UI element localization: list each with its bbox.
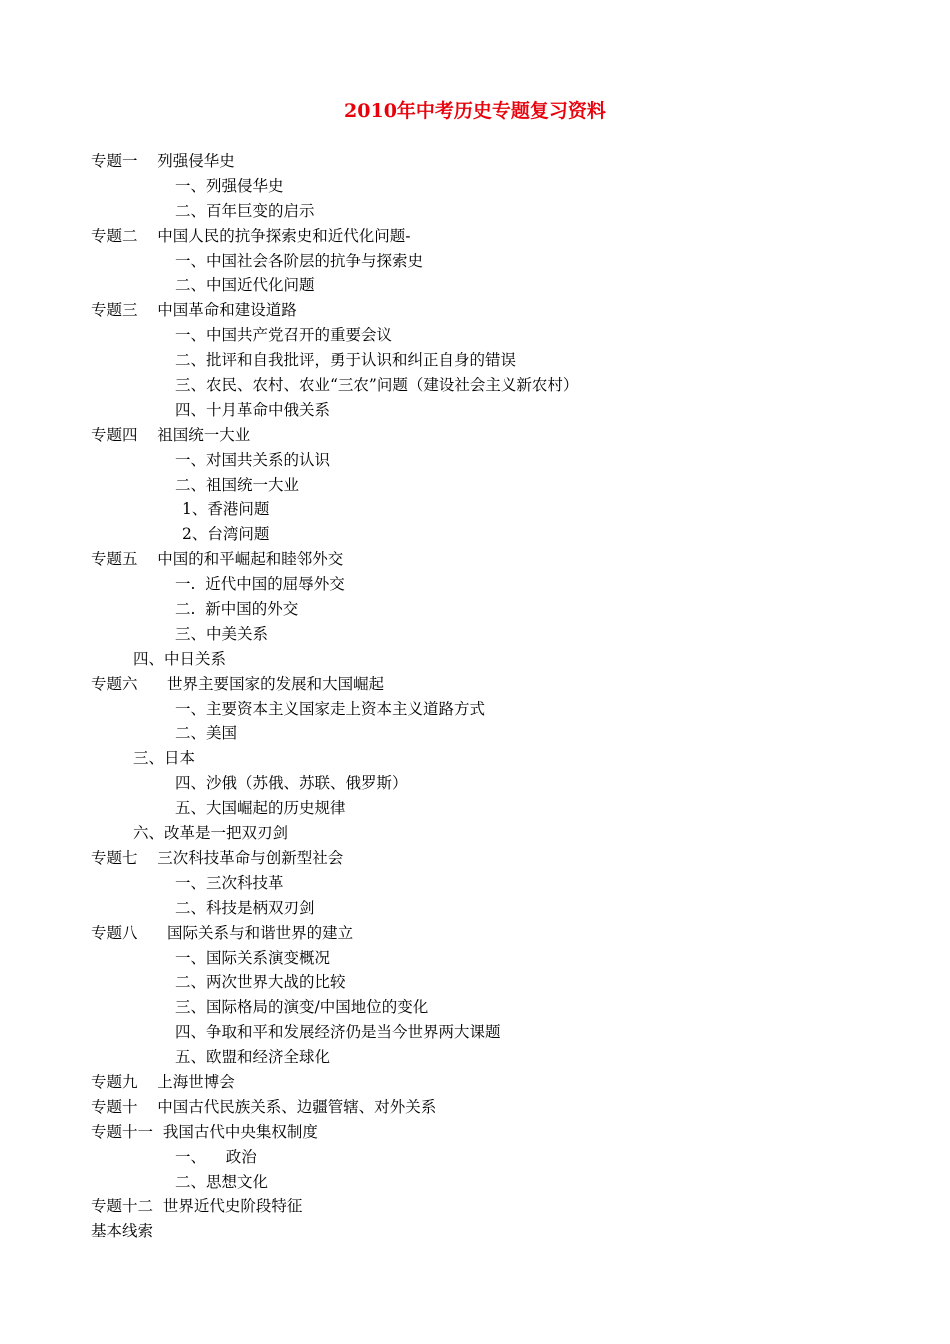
outline-list	[91, 149, 891, 1244]
subtopic-item: 五、大国崛起的历史规律	[175, 799, 346, 818]
subtopic-item: 1、香港问题	[182, 500, 270, 519]
subtopic-item: 四、沙俄（苏俄、苏联、俄罗斯）	[175, 774, 408, 793]
subtopic-item: 一、三次科技革	[175, 873, 284, 892]
topic-heading: 专题四 祖国统一大业	[91, 425, 251, 444]
topic-heading: 专题二 中国人民的抗争探索史和近代化问题-	[91, 226, 411, 245]
topic-heading: 专题三 中国革命和建设道路	[91, 301, 297, 320]
topic-heading: 专题八 国际关系与和谐世界的建立	[91, 923, 354, 942]
topic-heading: 专题五 中国的和平崛起和睦邻外交	[91, 550, 344, 569]
subtopic-item: 六、改革是一把双刃剑	[133, 824, 289, 843]
topic-heading: 专题一 列强侵华史	[91, 152, 235, 170]
subtopic-item: 二、百年巨变的启示	[175, 201, 315, 220]
subtopic-item: 2、台湾问题	[182, 525, 270, 544]
subtopic-item: 三、国际格局的演变/中国地位的变化	[175, 998, 429, 1017]
subtopic-item: 二、祖国统一大业	[175, 475, 300, 494]
subtopic-item: 二、美国	[175, 724, 238, 743]
topic-heading: 专题六 世界主要国家的发展和大国崛起	[91, 674, 385, 693]
subtopic-item: 三、农民、农村、农业“三农”问题（建设社会主义新农村）	[175, 376, 579, 395]
subtopic-item: 三、中美关系	[175, 624, 269, 643]
subtopic-item: 二、科技是柄双刃剑	[175, 898, 315, 917]
subtopic-item: 一、主要资本主义国家走上资本主义道路方式	[175, 699, 486, 718]
topic-heading: 专题九 上海世博会	[91, 1072, 235, 1091]
subtopic-item: 三、日本	[133, 749, 196, 768]
subtopic-item: 一、 政治	[175, 1147, 257, 1166]
subtopic-item: 一、中国社会各阶层的抗争与探索史	[175, 251, 424, 270]
subtopic-item: 二、思想文化	[175, 1172, 269, 1191]
subtopic-item: 四、十月革命中俄关系	[175, 400, 331, 419]
topic-heading: 专题十二 世界近代史阶段特征	[91, 1197, 303, 1216]
topic-heading: 基本线索	[91, 1222, 154, 1241]
subtopic-item: 一. 近代中国的屈辱外交	[175, 575, 345, 594]
subtopic-item: 二. 新中国的外交	[175, 600, 299, 619]
subtopic-item: 一、中国共产党召开的重要会议	[175, 326, 393, 345]
topic-heading: 专题十一 我国古代中央集权制度	[91, 1122, 318, 1141]
subtopic-item: 一、对国共关系的认识	[175, 450, 331, 469]
subtopic-item: 一、列强侵华史	[175, 176, 284, 195]
subtopic-item: 二、批评和自我批评，勇于认识和纠正自身的错误	[175, 351, 517, 370]
document-title: 2010年中考历史专题复习资料	[344, 100, 606, 122]
subtopic-item: 二、两次世界大战的比较	[175, 973, 346, 992]
topic-heading: 专题七 三次科技革命与创新型社会	[91, 848, 344, 867]
subtopic-item: 一、国际关系演变概况	[175, 948, 331, 967]
subtopic-item: 四、中日关系	[133, 649, 227, 668]
subtopic-item: 五、欧盟和经济全球化	[175, 1048, 331, 1067]
subtopic-item: 二、中国近代化问题	[175, 276, 315, 295]
subtopic-item: 四、争取和平和发展经济仍是当今世界两大课题	[175, 1023, 501, 1042]
topic-heading: 专题十 中国古代民族关系、边疆管辖、对外关系	[91, 1097, 437, 1116]
